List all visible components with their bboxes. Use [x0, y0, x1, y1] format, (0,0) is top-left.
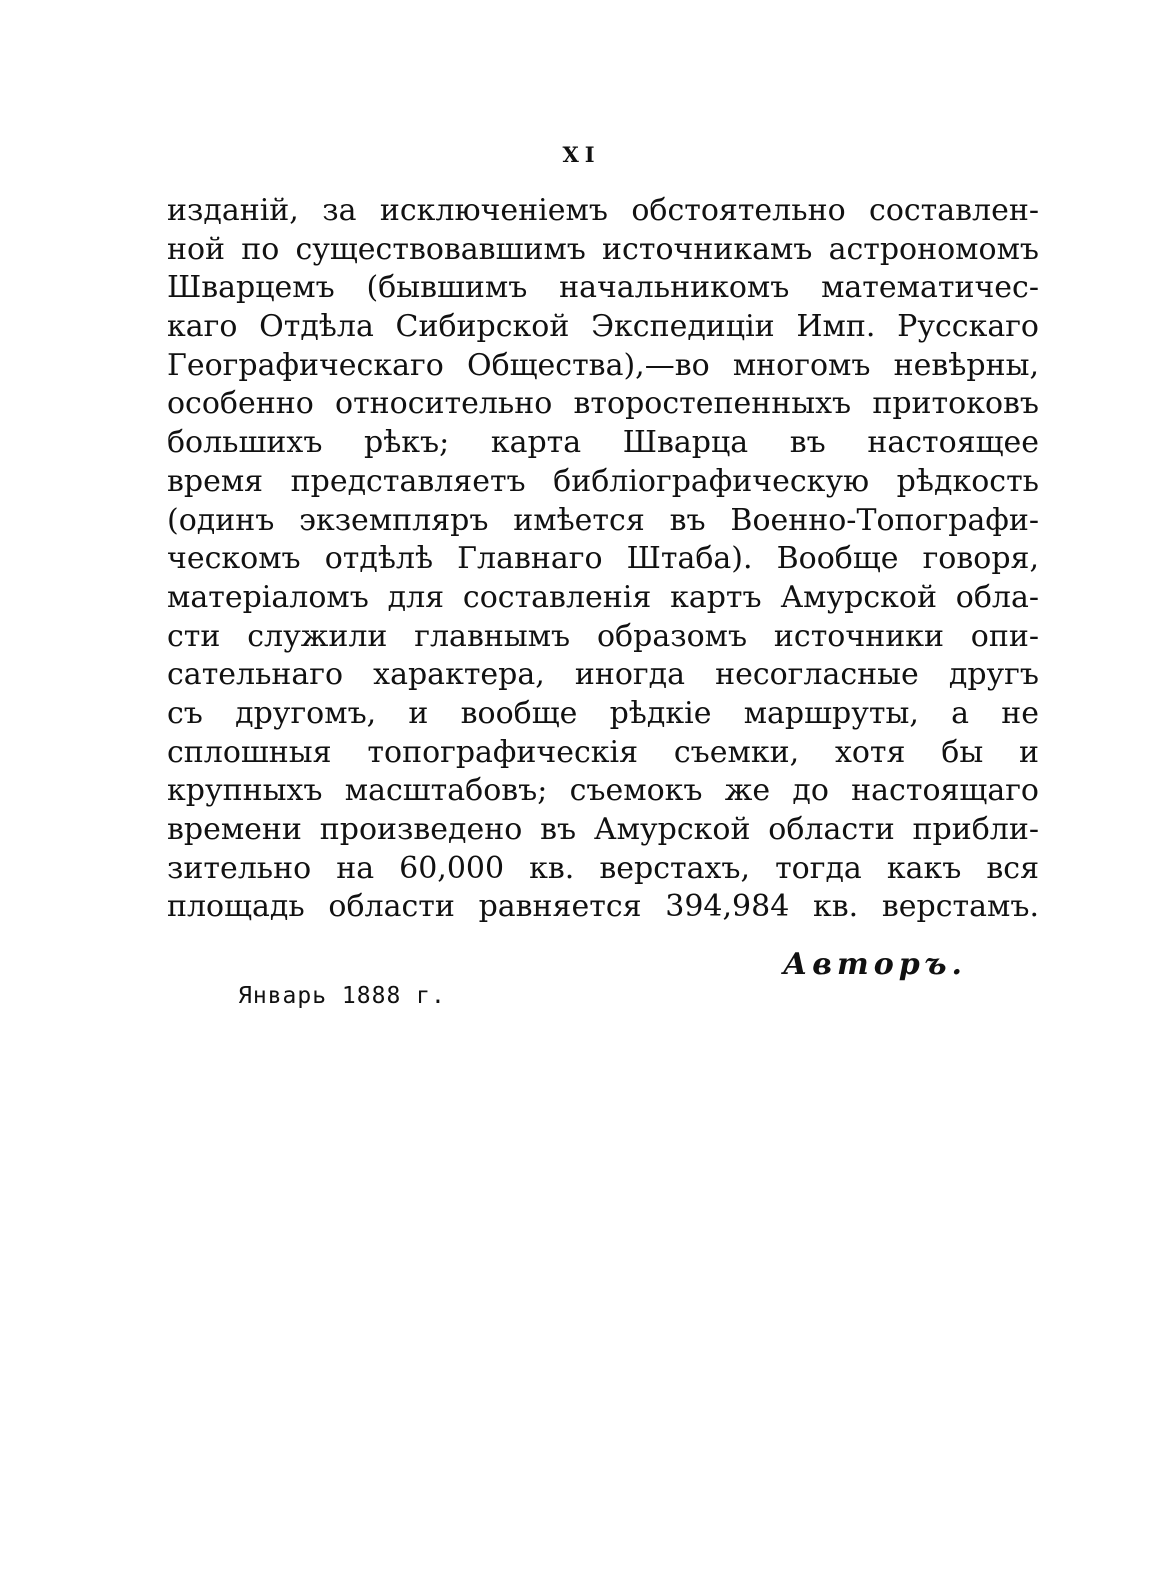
text-line: изданій, за исключеніемъ обстоятельно составлен-: [167, 193, 1039, 228]
text-line: каго Отдѣла Сибирской Экспедиціи Имп. Русскаго: [167, 309, 1039, 345]
text-line: сплошныя топографическія съемки, хотя бы и: [167, 734, 1039, 770]
author-signature: Авторъ.: [782, 947, 967, 982]
body-text: [167, 192, 1039, 927]
text-line: время представляетъ библіографическую рѣдкость: [167, 463, 1039, 499]
text-line: сательнаго характера, иногда несогласные другъ: [167, 657, 1039, 693]
text-line: крупныхъ масштабовъ; съемокъ же до настоящаго: [167, 773, 1039, 809]
text-line: (одинъ экземпляръ имѣется въ Военно-Топографи-: [167, 502, 1039, 538]
text-line: Шварцемъ (бывшимъ начальникомъ математичес-: [167, 270, 1039, 306]
text-line: большихъ рѣкъ; карта Шварца въ настоящее: [167, 425, 1039, 461]
text-line: ческомъ отдѣлѣ Главнаго Штаба). Вообще говоря,: [167, 541, 1039, 577]
text-line: особенно относительно второстепенныхъ притоковъ: [167, 386, 1039, 422]
text-line: зительно на 60,000 кв. верстахъ, тогда какъ вся: [167, 850, 1039, 886]
text-line: площадь области равняется 394,984 кв. верстамъ.: [167, 889, 1039, 925]
text-line: съ другомъ, и вообще рѣдкіе маршруты, а не: [167, 695, 1039, 731]
text-line: времени произведено въ Амурской области прибли-: [167, 812, 1039, 847]
text-line: ной по существовавшимъ источникамъ астрономомъ: [167, 231, 1039, 267]
date-line: Январь 1888 г.: [238, 983, 446, 1009]
page-number: XI: [562, 142, 601, 167]
text-line: матеріаломъ для составленія картъ Амурской обла-: [167, 579, 1039, 615]
text-line: сти служили главнымъ образомъ источники опи-: [167, 618, 1039, 654]
text-line: Географическаго Общества),—во многомъ невѣрны,: [167, 347, 1039, 383]
